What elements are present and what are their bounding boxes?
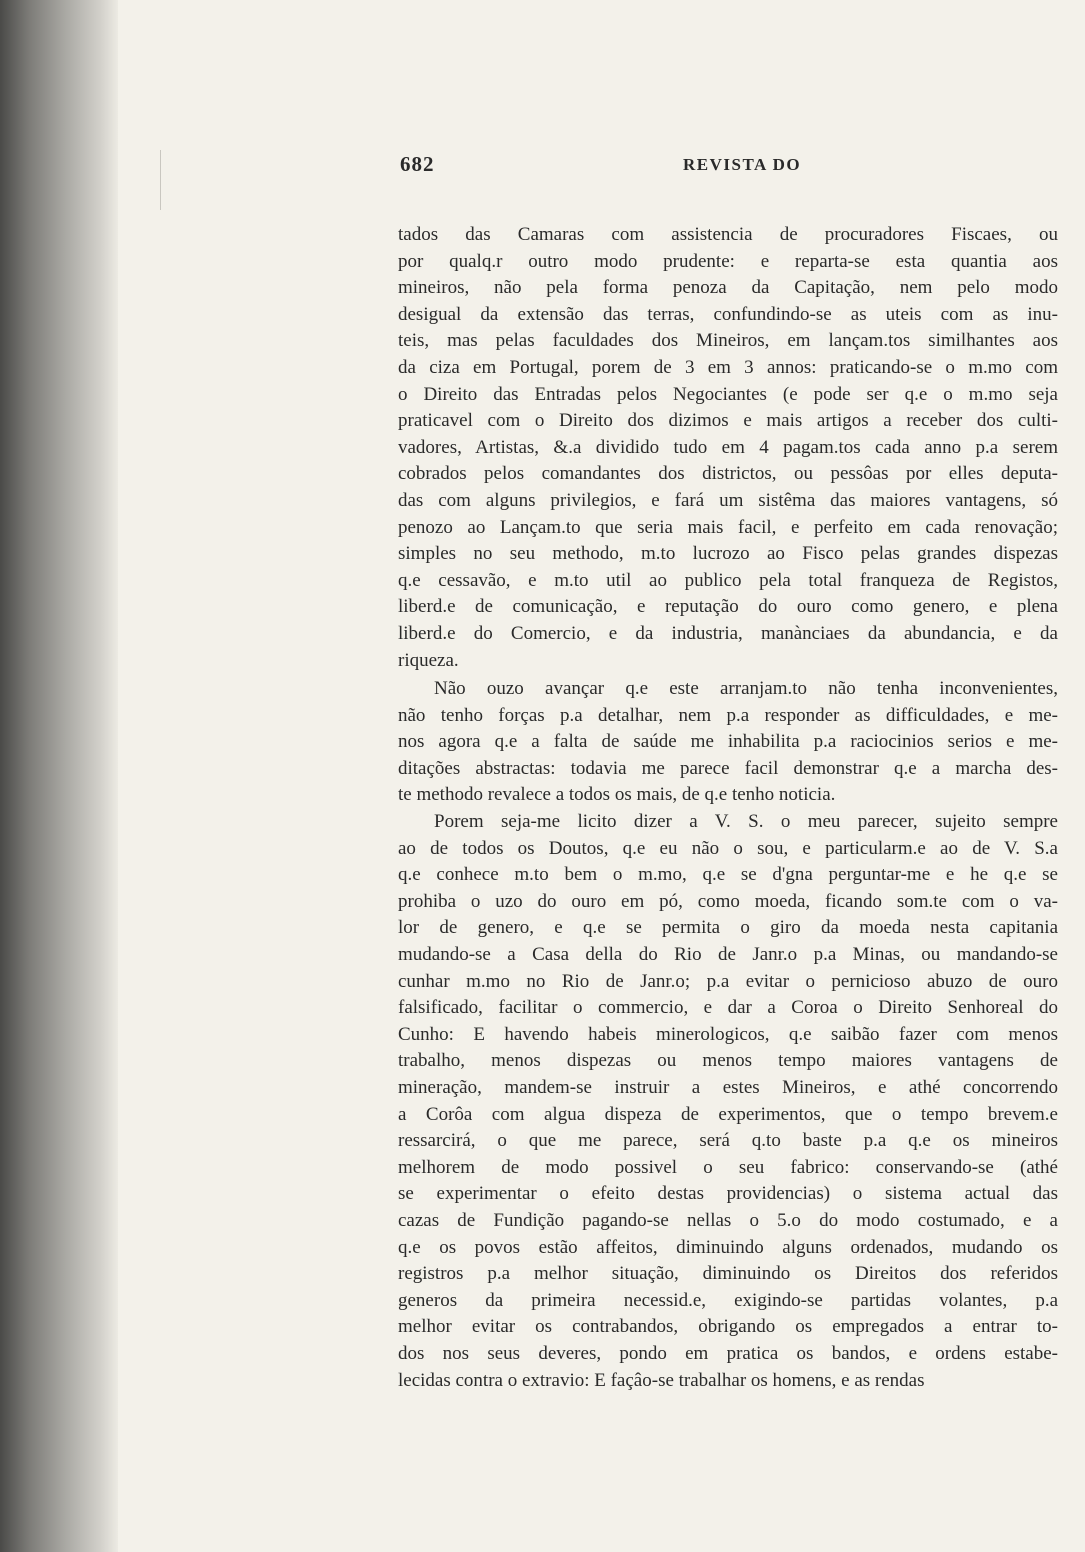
text-line: trabalho, menos dispezas ou menos tempo maiores vantagens de: [398, 1050, 1058, 1072]
page-header: [400, 152, 1060, 182]
text-line: lecidas contra o extravio: E façâo-se trabalhar os homens, e as rendas: [398, 1369, 925, 1391]
gutter-mark: [160, 150, 161, 210]
text-line: nos agora q.e a falta de saúde me inhabilita p.a raciocinios serios e me-: [398, 731, 1058, 753]
text-line: registros p.a melhor situação, diminuindo os Direitos dos referidos: [398, 1263, 1058, 1285]
running-title: REVISTA DO: [683, 155, 802, 174]
text-line: da ciza em Portugal, porem de 3 em 3 annos: praticando-se o m.mo com: [398, 356, 1058, 378]
text-line: ressarcirá, o que me parece, será q.to baste p.a q.e os mineiros: [398, 1130, 1058, 1152]
text-line: Porem seja-me licito dizer a V. S. o meu parecer, sujeito sempre: [434, 811, 1058, 833]
text-line: dos nos seus deveres, pondo em pratica os bandos, e ordens estabe-: [398, 1342, 1058, 1364]
text-line: generos da primeira necessid.e, exigindo-se partidas volantes, p.a: [398, 1289, 1058, 1311]
text-line: teis, mas pelas faculdades dos Mineiros, em lançam.tos similhantes aos: [398, 330, 1058, 352]
text-line: Cunho: E havendo habeis minerologicos, q.e saibão fazer com menos: [398, 1023, 1058, 1045]
text-line: q.e cessavão, e m.to util ao publico pela total franqueza de Registos,: [398, 569, 1058, 591]
text-line: q.e conhece m.to bem o m.mo, q.e se d'gna perguntar-me e he q.e se: [398, 864, 1058, 886]
text-line: cazas de Fundição pagando-se nellas o 5.o do modo costumado, e a: [398, 1209, 1058, 1231]
text-line: cobrados pelos comandantes dos districtos, ou pessôas por elles deputa-: [398, 463, 1058, 485]
text-line: das com alguns privilegios, e fará um sistêma das maiores vantagens, só: [398, 489, 1058, 511]
text-line: simples no seu methodo, m.to lucrozo ao Fisco pelas grandes dispezas: [398, 543, 1058, 565]
book-gutter-shadow: [0, 0, 118, 1552]
text-line: lor de genero, e q.e se permita o giro da moeda nesta capitania: [398, 917, 1058, 939]
text-line: mudando-se a Casa della do Rio de Janr.o p.a Minas, ou mandando-se: [398, 944, 1058, 966]
text-line: Não ouzo avançar q.e este arranjam.to não tenha inconvenientes,: [434, 678, 1058, 700]
text-line: falsificado, facilitar o commercio, e dar a Coroa o Direito Senhoreal do: [398, 997, 1058, 1019]
text-line: por qualq.r outro modo prudente: e reparta-se esta quantia aos: [398, 250, 1058, 272]
text-line: desigual da extensão das terras, confundindo-se as uteis com as inu-: [398, 303, 1058, 325]
text-line: o Direito das Entradas pelos Negociantes (e pode ser q.e o m.mo seja: [398, 383, 1058, 405]
text-line: mineração, mandem-se instruir a estes Mineiros, e athé concorrendo: [398, 1077, 1058, 1098]
text-line: mineiros, não pela forma penoza da Capitação, nem pelo modo: [398, 277, 1058, 299]
paragraph: [398, 676, 1058, 809]
paragraph: [398, 222, 1058, 674]
text-line: ditações abstractas: todavia me parece facil demonstrar q.e a marcha des-: [398, 757, 1058, 779]
text-line: a Corôa com algua dispeza de experimentos, que o tempo brevem.e: [398, 1103, 1058, 1125]
text-line: praticavel com o Direito dos dizimos e mais artigos a receber dos culti-: [398, 410, 1058, 432]
text-line: se experimentar o efeito destas providencias) o sistema actual das: [398, 1183, 1058, 1205]
paragraph: [398, 809, 1058, 1394]
text-line: penozo ao Lançam.to que seria mais facil, e perfeito em cada renovação;: [398, 516, 1058, 538]
text-line: ao de todos os Doutos, q.e eu não o sou, e particularm.e ao de V. S.a: [398, 837, 1058, 859]
text-line: q.e os povos estão affeitos, diminuindo alguns ordenados, mudando os: [398, 1236, 1058, 1258]
text-line: liberd.e do Comercio, e da industria, manànciaes da abundancia, e da: [398, 622, 1058, 644]
text-line: vadores, Artistas, &.a dividido tudo em 4 pagam.tos cada anno p.a serem: [398, 436, 1058, 458]
text-line: melhorem de modo possivel o seu fabrico: conservando-se (athé: [398, 1156, 1058, 1178]
body-text: [398, 222, 1058, 1394]
page-number: 682: [400, 152, 435, 176]
text-line: melhor evitar os contrabandos, obrigando os empregados a entrar to-: [398, 1316, 1058, 1338]
text-line: te methodo revalece a todos os mais, de q.e tenho noticia.: [398, 784, 836, 806]
text-line: tados das Camaras com assistencia de procuradores Fiscaes, ou: [398, 224, 1058, 245]
text-line: prohiba o uzo do ouro em pó, como moeda, ficando som.te com o va-: [398, 890, 1058, 912]
text-line: riqueza.: [398, 649, 459, 671]
text-line: cunhar m.mo no Rio de Janr.o; p.a evitar o pernicioso abuzo de ouro: [398, 970, 1058, 992]
text-line: liberd.e de comunicação, e reputação do ouro como genero, e plena: [398, 596, 1058, 618]
text-line: não tenho forças p.a detalhar, nem p.a responder as difficuldades, e me-: [398, 704, 1058, 726]
